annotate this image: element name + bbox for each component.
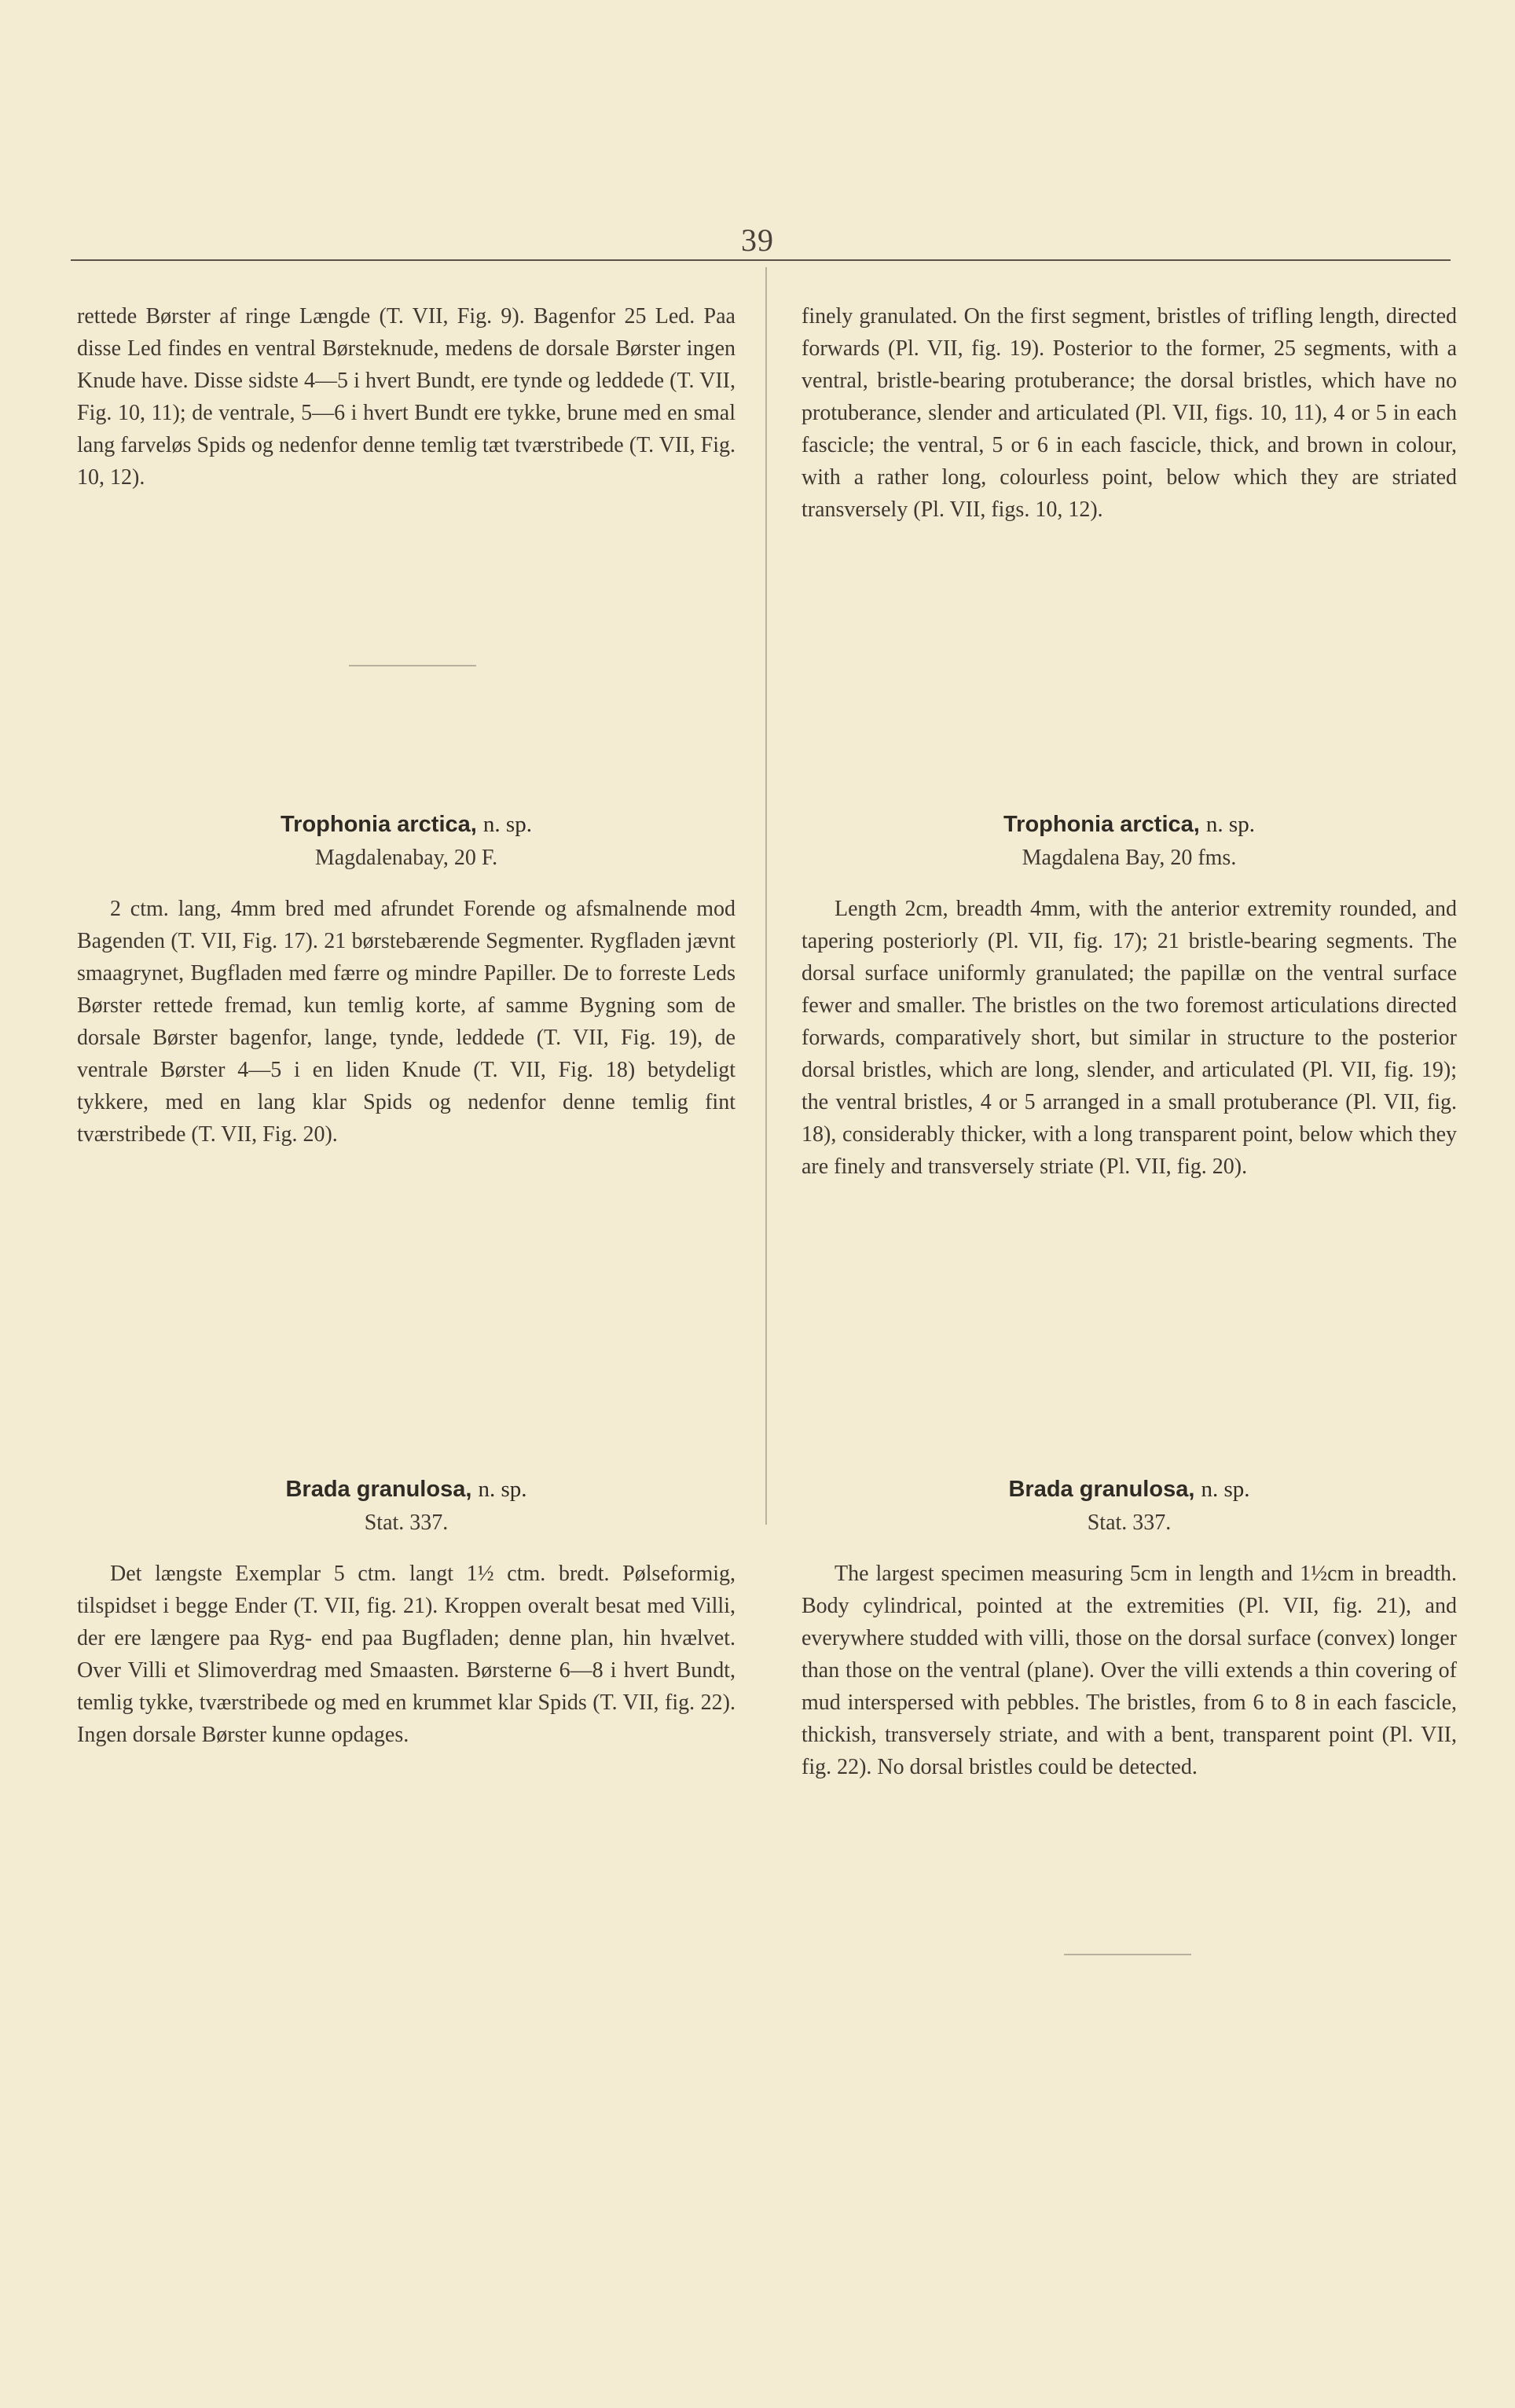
right-separator-1 <box>1064 1954 1191 1955</box>
right-trophonia-locality: Magdalena Bay, 20 fms. <box>1022 846 1237 870</box>
new-species-label: n. sp. <box>1205 812 1255 837</box>
left-brada-title <box>77 1474 735 1504</box>
species-name: Trophonia arctica, <box>281 812 477 837</box>
right-continuation-text: finely granulated. On the first segment, bristles of trifling length, directed forwards (Pl. VII, fig. 19). Posterior to the former, 25 segments, with a ventral, bristle-bearing protuberance; the dorsal bristles, which have no protuberance, slender and articulated (Pl. VII, figs. 10, 11), 4 or 5 in each fascicle; the ventral, 5 or 6 in each fascicle, thick, and brown in colour, with a rather long, colourless point, below which they are striated transversely (Pl. VII, figs. 10, 12). <box>802 304 1457 522</box>
species-name: Brada granulosa, <box>285 1477 472 1502</box>
left-brada-locality: Stat. 337. <box>364 1511 449 1535</box>
new-species-label: n. sp. <box>478 1477 527 1502</box>
left-brada-description: Det længste Exemplar 5 ctm. langt 1½ ctm. bredt. Pølseformig, tilspidset i begge Ender (T. VII, fig. 21). Kroppen overalt besat med Villi, der ere længere paa Ryg- end paa Bugfladen; denne plan, hin hvælvet. Over Villi et Slimoverdrag med Smaasten. Børsterne 6—8 i hvert Bundt, temlig tykke, tværstribede og med en krummet klar Spids (T. VII, fig. 22). Ingen dorsale Børster kunne opdages. <box>77 1562 735 1747</box>
new-species-label: n. sp. <box>1201 1477 1250 1502</box>
header-rule <box>71 259 1451 261</box>
page-number: 39 <box>741 222 774 258</box>
left-separator-1 <box>349 665 476 666</box>
left-trophonia-description: 2 ctm. lang, 4mm bred med afrundet Forende og afsmalnende mod Bagenden (T. VII, Fig. 17). 21 børstebærende Segmenter. Rygfladen jævnt smaagrynet, Bugfladen med færre og mindre Papiller. De to forreste Leds Børster rettede fremad, kun temlig korte, af samme Bygning som de dorsale Børster bagenfor, lange, tynde, leddede (T. VII, Fig. 19), de ventrale Børster 4—5 i en liden Knude (T. VII, Fig. 18) betydeligt tykkere, med en lang klar Spids og nedenfor denne temlig fint tværstribede (T. VII, Fig. 20). <box>77 897 735 1147</box>
left-trophonia-locality: Magdalenabay, 20 F. <box>314 846 498 870</box>
right-brada-title <box>802 1474 1457 1504</box>
right-brada-description: The largest specimen measuring 5cm in length and 1½cm in breadth. Body cylindrical, pointed at the extremities (Pl. VII, fig. 21), and everywhere studded with villi, those on the dorsal surface (convex) longer than those on the ventral (plane). Over the villi extends a thin covering of mud interspersed with pebbles. The bristles, from 6 to 8 in each fascicle, thickish, transversely striate, and with a bent, transparent point (Pl. VII, fig. 22). No dorsal bristles could be detected. <box>802 1562 1457 1779</box>
left-continuation-text: rettede Børster af ringe Længde (T. VII, Fig. 9). Bagenfor 25 Led. Paa disse Led findes en ventral Børsteknude, medens de dorsale Børster ingen Knude have. Disse sidste 4—5 i hvert Bundt, ere tynde og leddede (T. VII, Fig. 10, 11); de ventrale, 5—6 i hvert Bundt ere tykke, brune med en smal lang farveløs Spids og nedenfor denne temlig tæt tværstribede (T. VII, Fig. 10, 12). <box>77 304 735 490</box>
right-trophonia-description: Length 2cm, breadth 4mm, with the anterior extremity rounded, and tapering posteriorly (Pl. VII, fig. 17); 21 bristle-bearing segments. The dorsal surface uniformly granulated; the papillæ on the ventral surface fewer and smaller. The bristles on the two foremost articulations directed forwards, comparatively short, but similar in structure to the posterior dorsal bristles, which are long, slender, and articulated (Pl. VII, fig. 19); the ventral bristles, 4 or 5 arranged in a small protuberance (Pl. VII, fig. 18), considerably thicker, with a long transparent point, below which they are finely and transversely striate (Pl. VII, fig. 20). <box>802 897 1457 1179</box>
species-name: Trophonia arctica, <box>1003 812 1200 837</box>
species-name: Brada granulosa, <box>1008 1477 1195 1502</box>
column-divider <box>765 267 767 1525</box>
right-trophonia-title <box>802 809 1457 839</box>
new-species-label: n. sp. <box>482 812 532 837</box>
left-trophonia-title <box>77 809 735 839</box>
right-brada-locality: Stat. 337. <box>1087 1511 1172 1535</box>
